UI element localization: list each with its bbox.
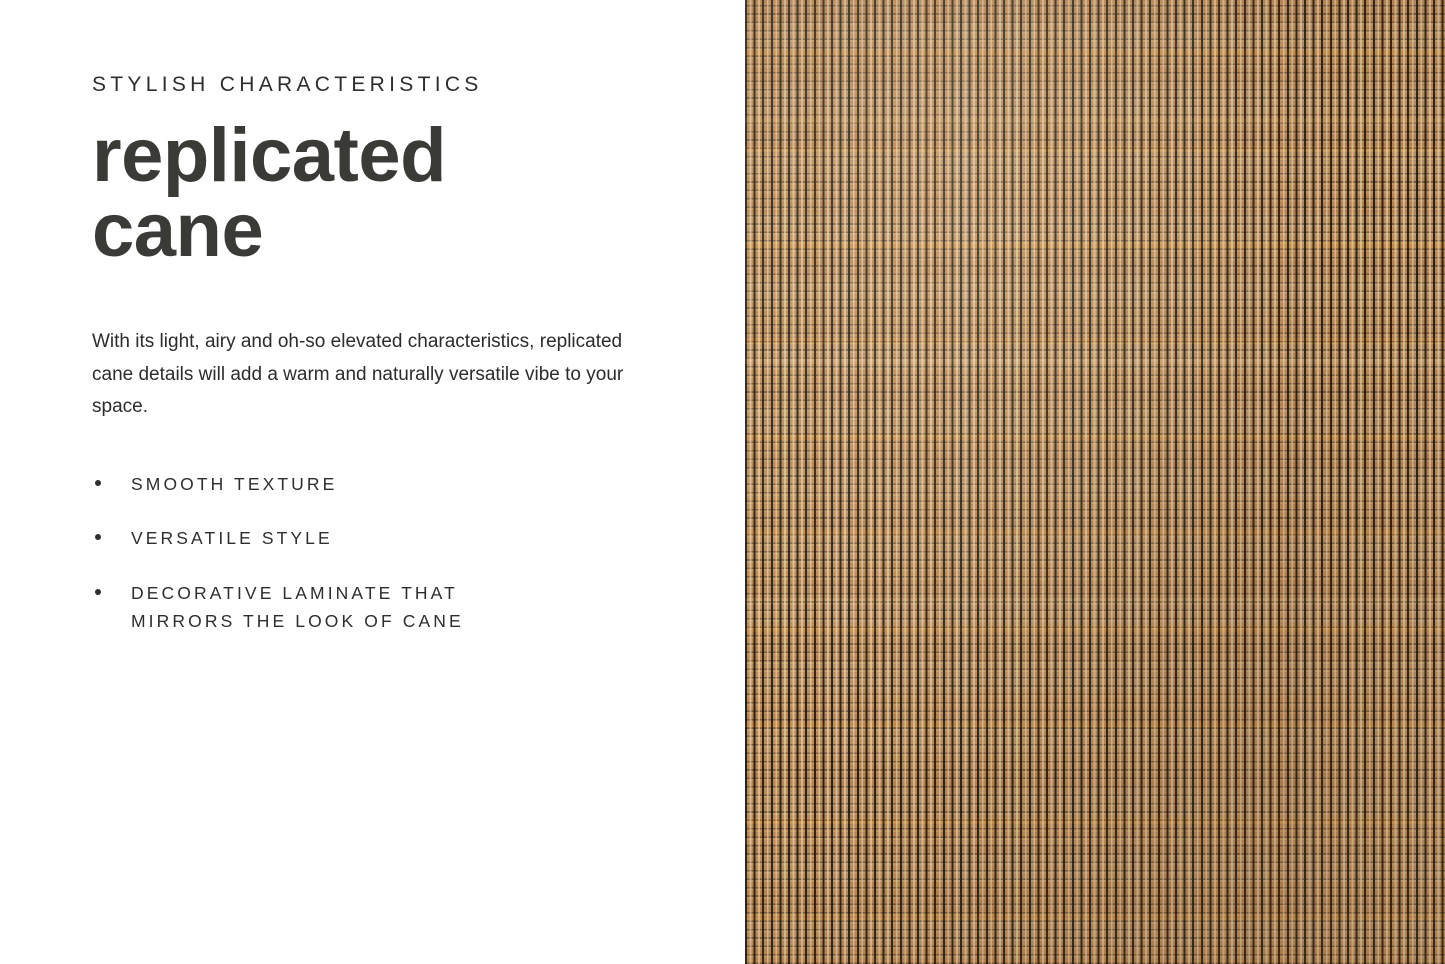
feature-text: SMOOTH TEXTURE (131, 474, 338, 495)
feature-text: DECORATIVE LAMINATE THAT (131, 582, 458, 603)
cane-texture-image (745, 0, 1445, 964)
body-paragraph: With its light, airy and oh-so elevated characteristics, replicated cane details will add a warm and naturally versatile vibe to your space. (92, 331, 624, 418)
feature-list (92, 470, 672, 635)
weave-shading-overlay (745, 0, 1445, 964)
feature-text: VERSATILE STYLE (131, 528, 333, 549)
text-content-block (92, 72, 672, 636)
bullet-dot-icon (95, 589, 101, 595)
page-title (92, 113, 522, 273)
eyebrow-label: STYLISH CHARACTERISTICS (92, 73, 483, 96)
list-item (92, 524, 672, 552)
list-item (92, 579, 672, 636)
headline-line-2: cane (92, 187, 264, 273)
headline-line-1: replicated (92, 113, 447, 199)
list-item (92, 470, 672, 498)
bullet-dot-icon (95, 534, 101, 540)
feature-text-continued: MIRRORS THE LOOK OF CANE (131, 611, 464, 632)
bullet-dot-icon (95, 480, 101, 486)
